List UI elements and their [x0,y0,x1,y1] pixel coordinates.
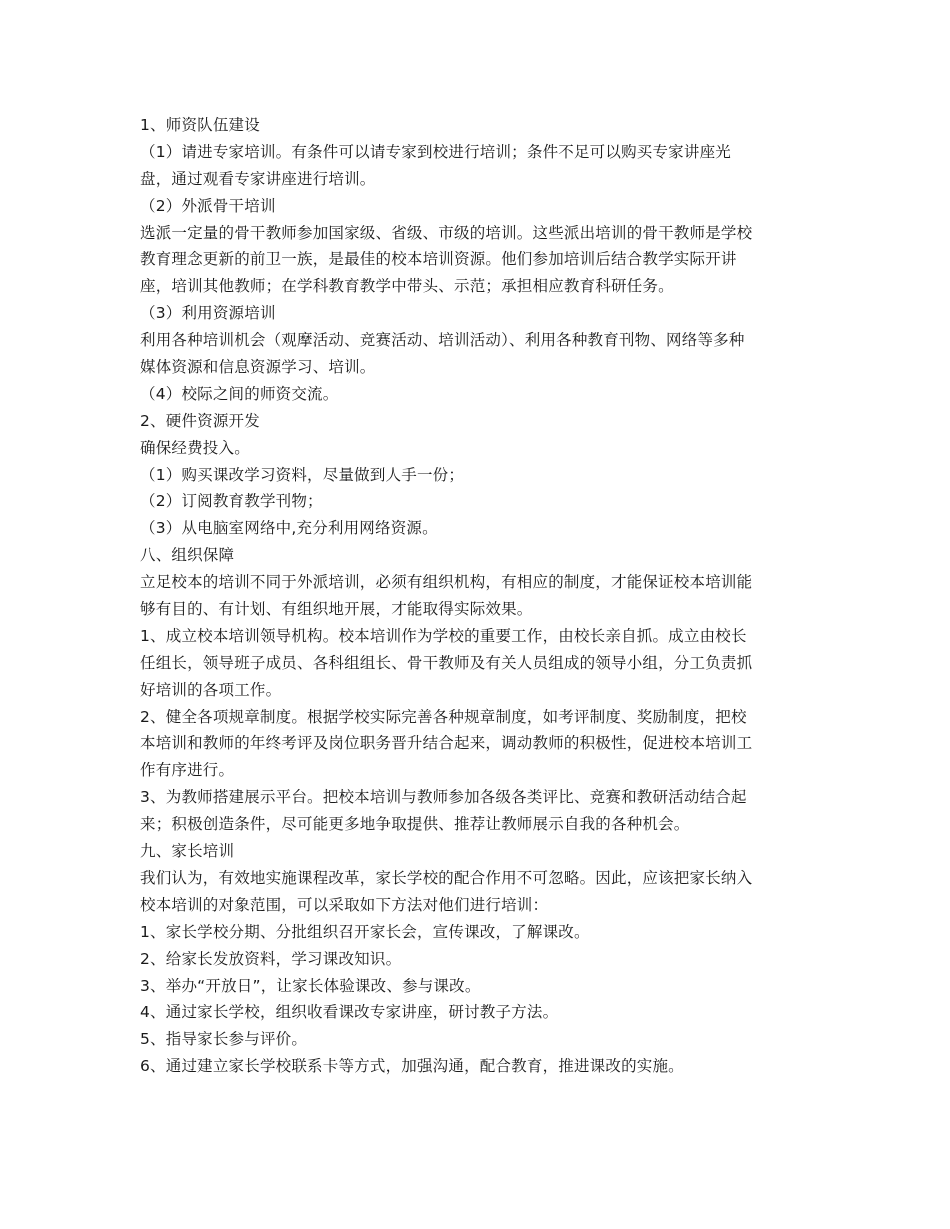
text-line: 任组长，领导班子成员、各科组组长、骨干教师及有关人员组成的领导小组，分工负责抓 [140,653,753,672]
text-line: （3）从电脑室网络中,充分利用网络资源。 [140,519,438,538]
text-line: 5、指导家长参与评价。 [140,1030,308,1049]
text-line: 3、举办“开放日”，让家长体验课改、参与课改。 [140,976,481,995]
text-line: 4、通过家长学校，组织收看课改专家讲座，研讨教子方法。 [140,1003,559,1022]
text-line: 2、硬件资源开发 [140,411,260,430]
text-line: 媒体资源和信息资源学习、培训。 [140,358,376,377]
text-line: 够有目的、有计划、有组织地开展，才能取得实际效果。 [140,600,533,619]
text-line: 利用各种培训机会（观摩活动、竞赛活动、培训活动）、利用各种教育刊物、网络等多种 [140,331,745,350]
text-line: 座，培训其他教师；在学科教育教学中带头、示范；承担相应教育科研任务。 [140,277,674,296]
text-line: （3）利用资源培训 [140,304,276,323]
text-line: 确保经费投入。 [140,438,250,457]
text-line: 立足校本的培训不同于外派培训，必须有组织机构，有相应的制度，才能保证校本培训能 [140,573,753,592]
text-line: 校本培训的对象范围，可以采取如下方法对他们进行培训： [140,895,549,914]
text-line: 1、家长学校分期、分批组织召开家长会，宣传课改，了解课改。 [140,922,590,941]
text-line: 好培训的各项工作。 [140,680,282,699]
text-line: 作有序进行。 [140,761,235,780]
text-line: 我们认为，有效地实施课程改革，家长学校的配合作用不可忽略。因此，应该把家长纳入 [140,868,753,887]
text-line: 八、组织保障 [140,546,235,565]
text-line: 来；积极创造条件，尽可能更多地争取提供、推荐让教师展示自我的各种机会。 [140,815,690,834]
text-line: 盘，通过观看专家讲座进行培训。 [140,169,376,188]
text-line: 3、为教师搭建展示平台。把校本培训与教师参加各级各类评比、竞赛和教研活动结合起 [140,788,747,807]
text-line: 6、通过建立家长学校联系卡等方式，加强沟通，配合教育，推进课改的实施。 [140,1057,684,1076]
text-line: 1、师资队伍建设 [140,116,260,134]
text-line: 2、给家长发放资料，学习课改知识。 [140,949,402,968]
text-line: （1）请进专家培训。有条件可以请专家到校进行培训；条件不足可以购买专家讲座光 [140,142,731,161]
text-line: （2）订阅教育教学刊物； [140,492,323,511]
text-line: （1）购买课改学习资料，尽量做到人手一份； [140,465,465,484]
text-line: 选派一定量的骨干教师参加国家级、省级、市级的培训。这些派出培训的骨干教师是学校 [140,223,753,242]
text-line: 本培训和教师的年终考评及岗位职务晋升结合起来，调动教师的积极性，促进校本培训工 [140,734,753,753]
document-body [140,112,820,1080]
text-line: 1、成立校本培训领导机构。校本培训作为学校的重要工作，由校长亲自抓。成立由校长 [140,626,747,645]
text-line: 教育理念更新的前卫一族，是最佳的校本培训资源。他们参加培训后结合教学实际开讲 [140,250,737,269]
text-line: 九、家长培训 [140,842,235,861]
text-line: （4）校际之间的师资交流。 [140,384,339,403]
text-line: 2、健全各项规章制度。根据学校实际完善各种规章制度，如考评制度、奖励制度，把校 [140,707,747,726]
text-line: （2）外派骨干培训 [140,196,276,215]
